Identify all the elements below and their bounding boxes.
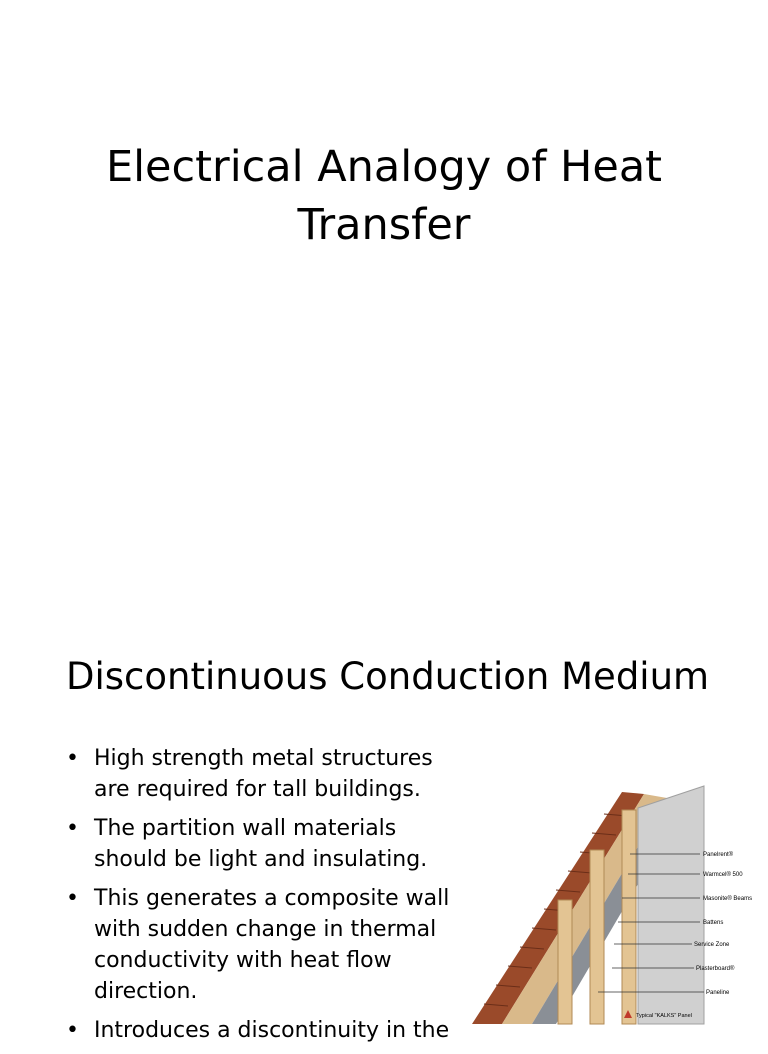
figure-label: Panelrent® <box>703 852 734 858</box>
slide-title: Discontinuous Conduction Medium <box>66 655 710 698</box>
figure-label: Paneline <box>706 990 730 996</box>
bullet-dot-icon: • <box>66 1018 79 1043</box>
figure-label: Masonite® Beams <box>703 896 753 902</box>
stud <box>590 850 604 1024</box>
slide-2 <box>0 600 768 1043</box>
bullet-list <box>62 743 462 1054</box>
bullet-dot-icon: • <box>66 746 79 771</box>
bullet-text: This generates a composite wall with sudden change in thermal conductivity with heat flow direction. <box>94 886 450 1004</box>
figure-label: Battens <box>703 920 724 926</box>
slide-title: Electrical Analogy of Heat Transfer <box>105 142 663 250</box>
stud <box>558 900 572 1024</box>
bullet-dot-icon: • <box>66 816 79 841</box>
bullet-item <box>62 743 462 805</box>
figure-label: Warmcel® 500 <box>703 872 743 878</box>
bullet-item <box>62 883 462 1007</box>
bullet-text: The partition wall materials should be light and insulating. <box>94 816 428 872</box>
bullet-item <box>62 813 462 875</box>
bullet-text: High strength metal structures are required for tall buildings. <box>94 746 433 802</box>
composite-wall-diagram <box>472 780 752 1024</box>
bullet-text: Introduces a discontinuity in the <box>94 1018 450 1043</box>
bullet-item <box>62 1015 462 1046</box>
figure-label: Service Zone <box>694 942 730 948</box>
figure-caption: Typical "KALKS" Panel <box>636 1013 692 1019</box>
bullet-dot-icon: • <box>66 886 79 911</box>
plasterboard-layer <box>638 786 704 1024</box>
figure-label: Plasterboard® <box>696 966 735 972</box>
